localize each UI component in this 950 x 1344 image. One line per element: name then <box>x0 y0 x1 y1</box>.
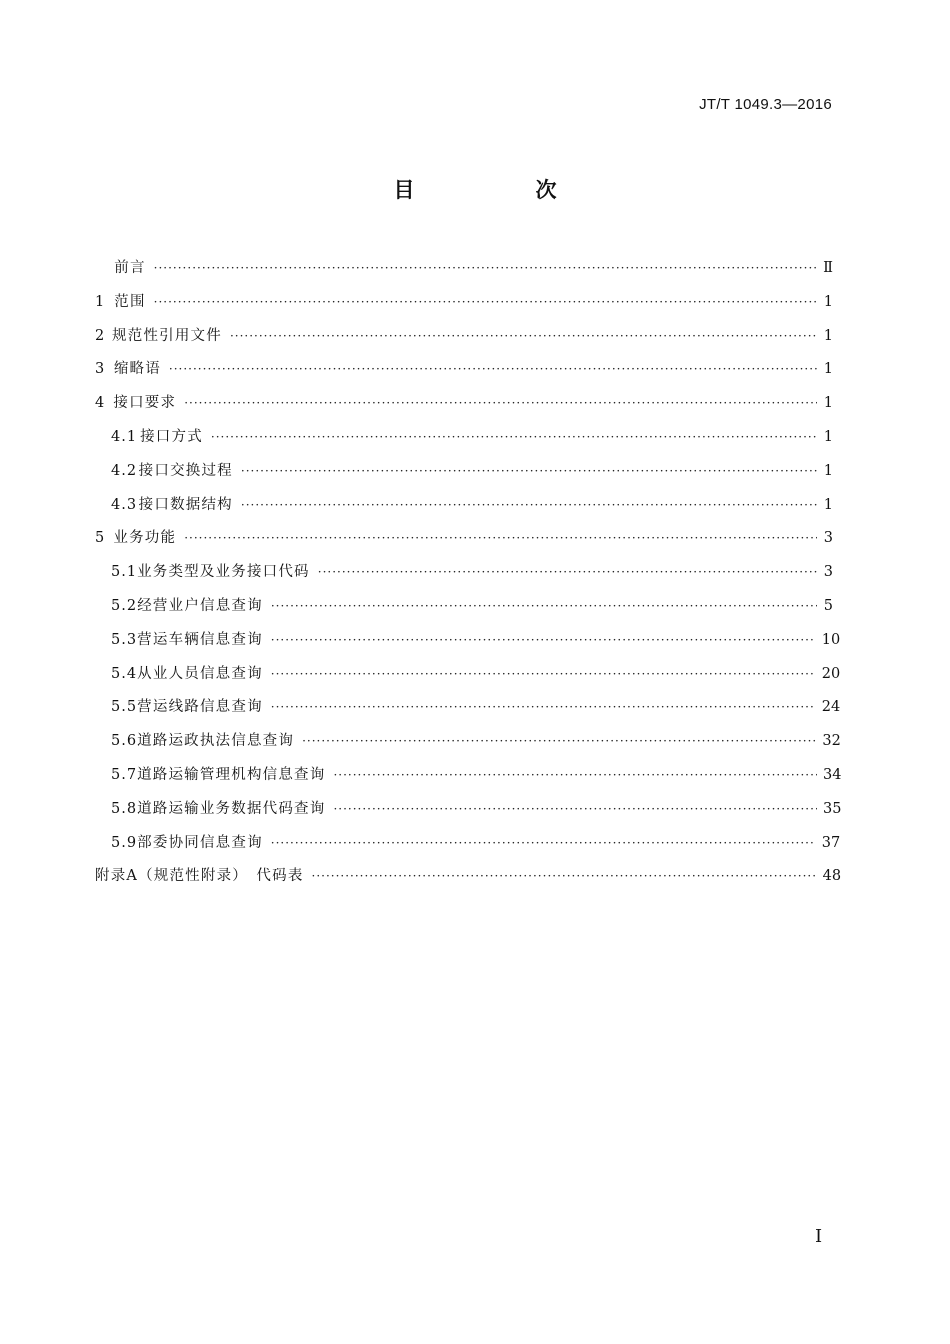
toc-label: 缩略语 <box>113 361 161 378</box>
toc-page: 35 <box>823 800 842 817</box>
toc-label: 接口数据结构 <box>138 496 233 513</box>
toc-page: 37 <box>821 834 841 851</box>
toc-entry[interactable] <box>95 320 833 354</box>
toc-number: 5.9 <box>111 834 138 851</box>
page-title: 目 次 <box>393 178 607 202</box>
toc-entry[interactable] <box>95 624 841 658</box>
dot-leader <box>271 691 816 725</box>
toc-entry[interactable] <box>95 759 842 793</box>
dot-leader <box>302 725 816 759</box>
dot-leader <box>271 827 816 861</box>
toc-number: 5.4 <box>111 665 138 682</box>
toc-page: 1 <box>823 361 833 378</box>
toc-page: 10 <box>821 631 841 648</box>
toc-page: 32 <box>822 733 841 750</box>
toc-entry[interactable] <box>95 860 842 894</box>
dot-leader <box>271 590 817 624</box>
toc-label: 营运车辆信息查询 <box>137 631 263 648</box>
toc-page: 1 <box>823 428 833 445</box>
toc-entry[interactable] <box>95 556 833 590</box>
dot-leader <box>154 252 817 286</box>
toc-entry[interactable] <box>95 691 841 725</box>
toc-page: 1 <box>823 462 833 479</box>
toc-page: 1 <box>823 293 833 310</box>
dot-leader <box>312 860 817 894</box>
toc-number: 5.6 <box>111 733 138 750</box>
toc-number: 4.3 <box>111 496 138 513</box>
dot-leader <box>154 286 817 320</box>
toc-entry[interactable] <box>95 793 842 827</box>
toc-page: 3 <box>823 530 833 547</box>
toc-label: 业务功能 <box>113 530 177 547</box>
toc-number: 4.2 <box>111 462 138 479</box>
dot-leader <box>333 759 817 793</box>
toc-entry[interactable] <box>95 827 841 861</box>
toc-page: 1 <box>823 395 833 412</box>
toc-page: 24 <box>821 699 841 716</box>
toc-entry[interactable] <box>95 286 833 320</box>
toc-label: 道路运政执法信息查询 <box>137 733 295 750</box>
dot-leader <box>271 658 816 692</box>
dot-leader <box>271 624 816 658</box>
toc-entry[interactable] <box>95 658 841 692</box>
toc-label: 规范性引用文件 <box>112 327 222 344</box>
toc-number: 5.8 <box>111 800 138 817</box>
dot-leader <box>184 387 817 421</box>
toc-label: 道路运输管理机构信息查询 <box>137 766 326 783</box>
toc-number: 4 <box>95 395 106 412</box>
dot-leader <box>241 455 817 489</box>
toc-number: 5.5 <box>111 699 138 716</box>
toc-page: 3 <box>823 564 833 581</box>
table-of-contents <box>95 252 842 894</box>
toc-number: 1 <box>95 293 106 310</box>
toc-entry[interactable] <box>95 353 833 387</box>
toc-entry[interactable] <box>95 489 833 523</box>
toc-number: 3 <box>95 361 106 378</box>
toc-entry[interactable] <box>95 387 833 421</box>
toc-label: 前言 <box>114 260 146 276</box>
toc-entry[interactable] <box>95 252 833 286</box>
toc-page: 34 <box>823 766 842 783</box>
toc-number: 2 <box>95 327 106 344</box>
toc-number: 5.2 <box>111 597 138 614</box>
toc-label: 接口交换过程 <box>138 462 233 479</box>
standard-code: JT/T 1049.3—2016 <box>699 96 832 113</box>
toc-label: 附录A（规范性附录） 代码表 <box>95 868 304 885</box>
toc-label: 接口要求 <box>113 395 177 412</box>
dot-leader <box>184 522 817 556</box>
toc-entry[interactable] <box>95 725 841 759</box>
toc-page: 20 <box>821 665 841 682</box>
dot-leader <box>169 353 817 387</box>
toc-entry[interactable] <box>95 590 833 624</box>
toc-number: 4.1 <box>111 428 138 445</box>
toc-label: 接口方式 <box>140 428 203 445</box>
dot-leader <box>318 556 817 590</box>
dot-leader <box>230 320 817 354</box>
toc-label: 范围 <box>114 293 146 310</box>
toc-number: 5 <box>95 530 106 547</box>
page-number: I <box>815 1226 823 1247</box>
toc-number: 5.3 <box>111 631 138 648</box>
toc-label: 从业人员信息查询 <box>137 665 263 682</box>
toc-label: 业务类型及业务接口代码 <box>137 564 310 581</box>
toc-page: 48 <box>822 868 842 885</box>
dot-leader <box>211 421 817 455</box>
toc-number: 5.7 <box>111 766 138 783</box>
dot-leader <box>241 489 817 523</box>
dot-leader <box>333 793 817 827</box>
toc-entry[interactable] <box>95 522 833 556</box>
toc-page: Ⅱ <box>823 260 833 276</box>
toc-page: 1 <box>823 327 833 344</box>
toc-page: 1 <box>823 496 833 513</box>
toc-page: 5 <box>823 597 833 614</box>
toc-label: 道路运输业务数据代码查询 <box>137 800 326 817</box>
toc-label: 营运线路信息查询 <box>137 699 263 716</box>
toc-number: 5.1 <box>111 564 138 581</box>
toc-entry[interactable] <box>95 455 833 489</box>
toc-entry[interactable] <box>95 421 833 455</box>
toc-label: 经营业户信息查询 <box>137 597 263 614</box>
toc-label: 部委协同信息查询 <box>137 834 263 851</box>
